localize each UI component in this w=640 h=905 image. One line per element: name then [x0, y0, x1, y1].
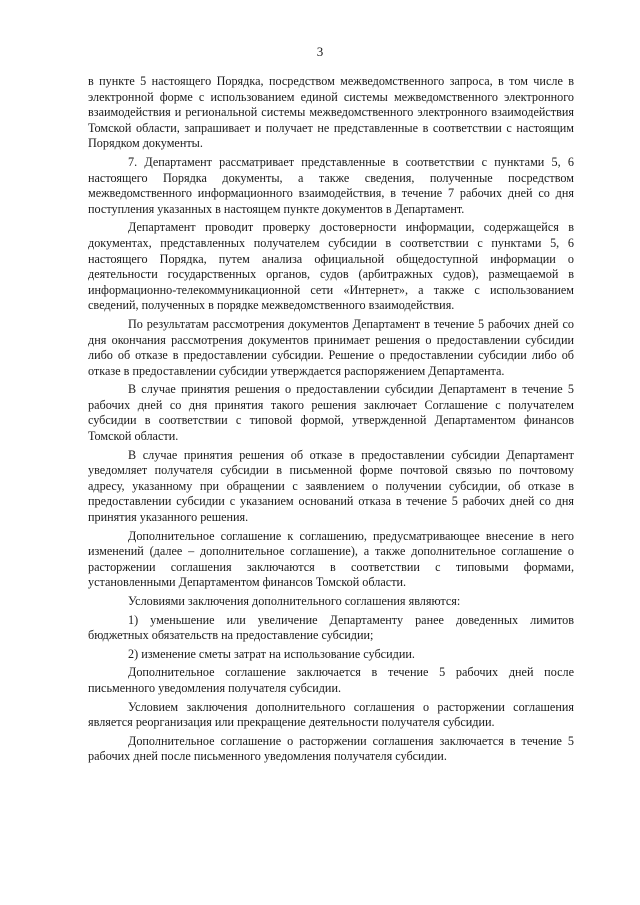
paragraph: По результатам рассмотрения документов Департамент в течение 5 рабочих дней со дня окончания рассмотрения документов принимает решения о предоставлении субсидии либо об отказе в предоставлении субсидии. Решение о предоставлении субсидии либо об отказе в предоставлении субсидии утверждается распоряжением Департамента.: [88, 316, 574, 378]
paragraph: Дополнительное соглашение о расторжении соглашения заключается в течение 5 рабочих дней после письменного уведомления получателя субсидии.: [88, 733, 574, 764]
list-item: 1) уменьшение или увеличение Департаменту ранее доведенных лимитов бюджетных обязательств на предоставление субсидии;: [88, 612, 574, 643]
paragraph: Условиями заключения дополнительного соглашения являются:: [128, 594, 461, 608]
paragraph: 7. Департамент рассматривает представленные в соответствии с пунктами 5, 6 настоящего Порядка документы, а также сведения, полученные посредством межведомственного информационного взаимодействия, в течение 7 рабочих дней со дня поступления указанных в настоящем пункте документов в Департамент.: [88, 154, 574, 216]
paragraph: Департамент проводит проверку достоверности информации, содержащейся в документах, представленных получателем субсидии в соответствии с пунктами 5, 6 настоящего Порядка, путем анализа официальной общедоступной информации о деятельности государственных органов, судов (арбитражных судов), размещаемой в информационно-телекоммуникационной сети «Интернет», а также с использованием сведений, полученных в порядке межведомственного взаимодействия.: [88, 220, 574, 313]
paragraph: Дополнительное соглашение заключается в течение 5 рабочих дней после письменного уведомления получателя субсидии.: [88, 665, 574, 695]
list-item: 2) изменение сметы затрат на использование субсидии.: [128, 646, 415, 661]
paragraph: Дополнительное соглашение к соглашению, предусматривающее внесение в него изменений (далее – дополнительное соглашение), а также дополнительное соглашение о расторжении соглашения заключаются в соответствии с типовыми формами, установленными Департаментом финансов Томской области.: [88, 528, 574, 590]
document-body: [88, 74, 574, 768]
paragraph: в пункте 5 настоящего Порядка, посредством межведомственного запроса, в том числе в электронной форме с использованием единой системы межведомственного электронного взаимодействия и региональной системы межведомственного электронного взаимодействия Томской области, запрашивает и получает не представленные в соответствии с настоящим Порядком документы.: [88, 74, 574, 151]
paragraph: Условием заключения дополнительного соглашения о расторжении соглашения является реорганизация или прекращение деятельности получателя субсидии.: [88, 699, 574, 730]
paragraph: В случае принятия решения о предоставлении субсидии Департамент в течение 5 рабочих дней со дня принятия такого решения заключает Соглашение с получателем субсидии в соответствии с типовой формой, утвержденной Департаментом финансов Томской области.: [88, 382, 574, 444]
paragraph: В случае принятия решения об отказе в предоставлении субсидии Департамент уведомляет получателя субсидии в письменной форме почтовой связью по почтовому адресу, указанному при обращении с заявлением о получении субсидии, об отказе в предоставлении субсидии с указанием оснований отказа в течение 5 рабочих дней со дня принятия указанного решения.: [88, 447, 574, 525]
page-number: 3: [316, 44, 324, 59]
